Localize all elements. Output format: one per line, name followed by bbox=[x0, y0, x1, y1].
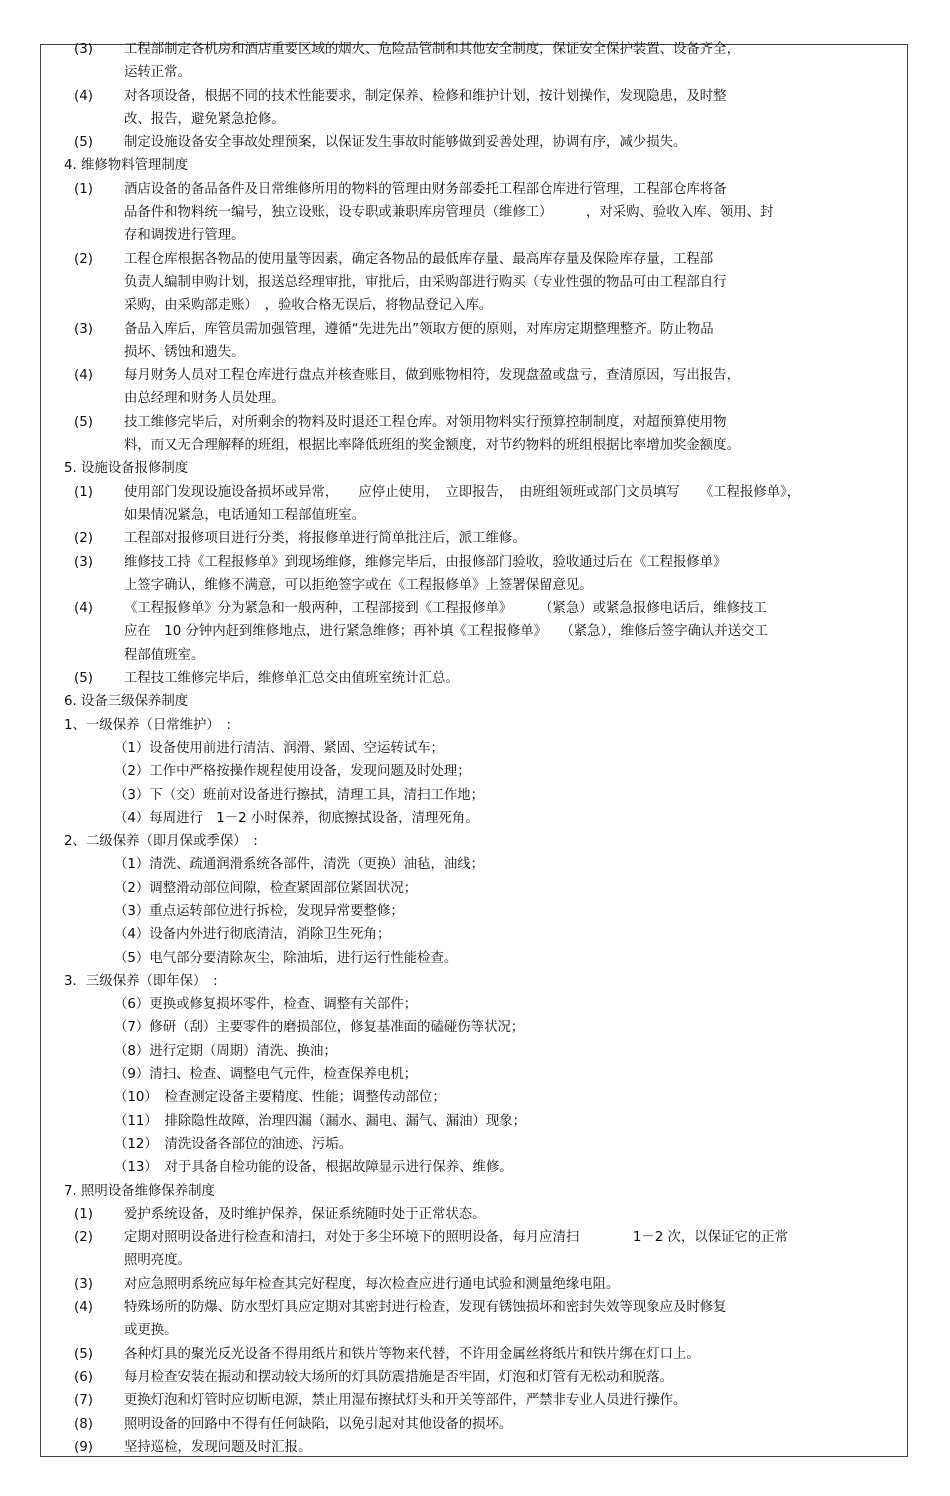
list-item: (3) 维修技工持《工程报修单》到现场维修，维修完毕后，由报修部门验收，验收通过后在《工程报修单》 bbox=[74, 554, 727, 570]
list-item-continuation: 存和调拨进行管理。 bbox=[124, 228, 245, 244]
subsection-title: 3．三级保养（即年保） : bbox=[64, 973, 218, 989]
subsection-title: 2、二级保养（即月保或季保） : bbox=[64, 834, 258, 850]
list-item-continuation: 上签字确认，维修不满意，可以拒绝签字或在《工程报修单》上签署保留意见。 bbox=[124, 577, 593, 593]
list-item: （6）更换或修复损坏零件，检查、调整有关部件； bbox=[114, 997, 418, 1013]
list-item-continuation: 照明亮度。 bbox=[124, 1253, 191, 1269]
list-item: (1) 使用部门发现设施设备损坏或异常， 应停止使用， 立即报告， 由班组领班或部门文员填写 《工程报修单》， bbox=[74, 484, 801, 500]
list-item: (6) 每月检查安装在振动和摆动较大场所的灯具防震措施是否牢固，灯泡和灯管有无松动和脱落。 bbox=[74, 1369, 674, 1385]
list-item-continuation: 改、报告，避免紧急抢修。 bbox=[124, 111, 285, 127]
list-item: （4）设备内外进行彻底清洁，消除卫生死角； bbox=[114, 927, 391, 943]
list-item: （7）修研（刮）主要零件的磨损部位，修复基准面的磕碰伤等状况； bbox=[114, 1020, 525, 1036]
subsection-title: 1、一级保养（日常维护） : bbox=[64, 717, 232, 733]
list-item-continuation: 料，而又无合理解释的班组，根据比率降低班组的奖金额度，对节约物料的班组根据比率增加奖金额度。 bbox=[124, 438, 740, 454]
list-item: (7) 更换灯泡和灯管时应切断电源，禁止用湿布擦拭灯头和开关等部件，严禁非专业人员进行操作。 bbox=[74, 1393, 687, 1409]
list-item: (3) 工程部制定各机房和酒店重要区域的烟火、危险品管制和其他安全制度，保证安全保护装置、设备齐全， bbox=[74, 42, 740, 57]
list-item: (5) 工程技工维修完毕后，维修单汇总交由值班室统计汇总。 bbox=[74, 671, 459, 687]
list-item: (5) 技工维修完毕后，对所剩余的物料及时退还工程仓库。对领用物料实行预算控制制度，对超预算使用物 bbox=[74, 414, 727, 430]
list-item: (4) 《工程报修单》分为紧急和一般两种，工程部接到《工程报修单》 （紧急）或紧急报修电话后，维修技工 bbox=[74, 601, 767, 617]
list-item: （2）调整滑动部位间隙，检查紧固部位紧固状况； bbox=[114, 880, 418, 896]
document-body bbox=[40, 38, 908, 1459]
list-item-continuation: 程部值班室。 bbox=[124, 647, 205, 663]
list-item: （5）电气部分要清除灰尘，除油垢，进行运行性能检查。 bbox=[114, 950, 458, 966]
list-item: （10） 检查测定设备主要精度、性能；调整传动部位； bbox=[114, 1090, 446, 1106]
list-item: （2）工作中严格按操作规程使用设备，发现问题及时处理； bbox=[114, 764, 471, 780]
list-item: (9) 坚持巡检，发现问题及时汇报。 bbox=[74, 1439, 312, 1455]
list-item-continuation: 应在 10 分钟内赶到维修地点，进行紧急维修；再补填《工程报修单》 （紧急），维修后签字确认并送交工 bbox=[124, 624, 768, 640]
list-item: (2) 工程部对报修项目进行分类，将报修单进行简单批注后，派工维修。 bbox=[74, 531, 526, 547]
list-item: (3) 备品入库后，库管员需加强管理，遵循“先进先出”领取方便的原则，对库房定期整理整齐。防止物品 bbox=[74, 321, 714, 337]
list-item: (4) 对各项设备，根据不同的技术性能要求，制定保养、检修和维护计划，按计划操作，发现隐患，及时整 bbox=[74, 88, 727, 104]
section-title: 7. 照明设备维修保养制度 bbox=[64, 1183, 215, 1199]
section-title: 4. 维修物料管理制度 bbox=[64, 158, 189, 174]
list-item: （8）进行定期（周期）清洗、换油； bbox=[114, 1043, 337, 1059]
list-item: （3）重点运转部位进行拆检，发现异常要整修； bbox=[114, 903, 404, 919]
section-title: 6. 设备三级保养制度 bbox=[64, 694, 189, 710]
list-item-continuation: 损坏、锈蚀和遗失。 bbox=[124, 344, 245, 360]
list-item: （4）每周进行 1－2 小时保养，彻底擦拭设备，清理死角。 bbox=[114, 810, 479, 826]
list-item: （11） 排除隐性故障，治理四漏（漏水、漏电、漏气、漏油）现象； bbox=[114, 1113, 527, 1129]
list-item: （13） 对于具备自检功能的设备，根据故障显示进行保养、维修。 bbox=[114, 1160, 513, 1176]
list-item: (4) 每月财务人员对工程仓库进行盘点并核查账目，做到账物相符，发现盘盈或盘亏，查清原因，写出报告， bbox=[74, 368, 740, 384]
list-item-continuation: 负责人编制申购计划，报送总经理审批，审批后，由采购部进行购买（专业性强的物品可由工程部自行 bbox=[124, 274, 727, 290]
list-item: (8) 照明设备的回路中不得有任何缺陷，以免引起对其他设备的损坏。 bbox=[74, 1416, 513, 1432]
list-item-continuation: 运转正常。 bbox=[124, 65, 191, 81]
list-item: (3) 对应急照明系统应每年检查其完好程度，每次检查应进行通电试验和测量绝缘电阻。 bbox=[74, 1276, 620, 1292]
list-item: (5) 各种灯具的聚光反光设备不得用纸片和铁片等物来代替，不许用金属丝将纸片和铁片绑在灯口上。 bbox=[74, 1346, 700, 1362]
list-item: (1) 爱护系统设备，及时维护保养，保证系统随时处于正常状态。 bbox=[74, 1206, 486, 1222]
list-item-continuation: 品备件和物料统一编号，独立设账，设专职或兼职库房管理员（维修工） ，对采购、验收入库、领用、封 bbox=[124, 205, 774, 221]
list-item: (1) 酒店设备的备品备件及日常维修所用的物料的管理由财务部委托工程部仓库进行管理，工程部仓库将备 bbox=[74, 181, 727, 197]
list-item-continuation: 或更换。 bbox=[124, 1323, 178, 1339]
list-item: （3）下（交）班前对设备进行擦拭，清理工具，清扫工作地； bbox=[114, 787, 485, 803]
section-title: 5. 设施设备报修制度 bbox=[64, 461, 189, 477]
list-item-continuation: 由总经理和财务人员处理。 bbox=[124, 391, 285, 407]
list-item: （12） 清洗设备各部位的油迹、污垢。 bbox=[114, 1136, 352, 1152]
list-item: (5) 制定设施设备安全事故处理预案，以保证发生事故时能够做到妥善处理，协调有序，减少损失。 bbox=[74, 135, 687, 151]
list-item: （1）清洗、疏通润滑系统各部件，清洗（更换）油毡，油线； bbox=[114, 857, 485, 873]
list-item-continuation: 如果情况紧急，电话通知工程部值班室。 bbox=[124, 507, 366, 523]
list-item: (4) 特殊场所的防爆、防水型灯具应定期对其密封进行检查，发现有锈蚀损坏和密封失效等现象应及时修复 bbox=[74, 1300, 727, 1316]
list-item: （1）设备使用前进行清洁、润滑、紧固、空运转试车； bbox=[114, 740, 444, 756]
list-item: (2) 工程仓库根据各物品的使用量等因素，确定各物品的最低库存量、最高库存量及保险库存量，工程部 bbox=[74, 251, 714, 267]
list-item: （9）清扫、检查、调整电气元件，检查保养电机； bbox=[114, 1067, 418, 1083]
list-item: (2) 定期对照明设备进行检查和清扫，对处于多尘环境下的照明设备，每月应清扫 1－2 次，以保证它的正常 bbox=[74, 1230, 789, 1246]
list-item-continuation: 采购，由采购部走账） ，验收合格无误后，将物品登记入库。 bbox=[124, 298, 493, 314]
